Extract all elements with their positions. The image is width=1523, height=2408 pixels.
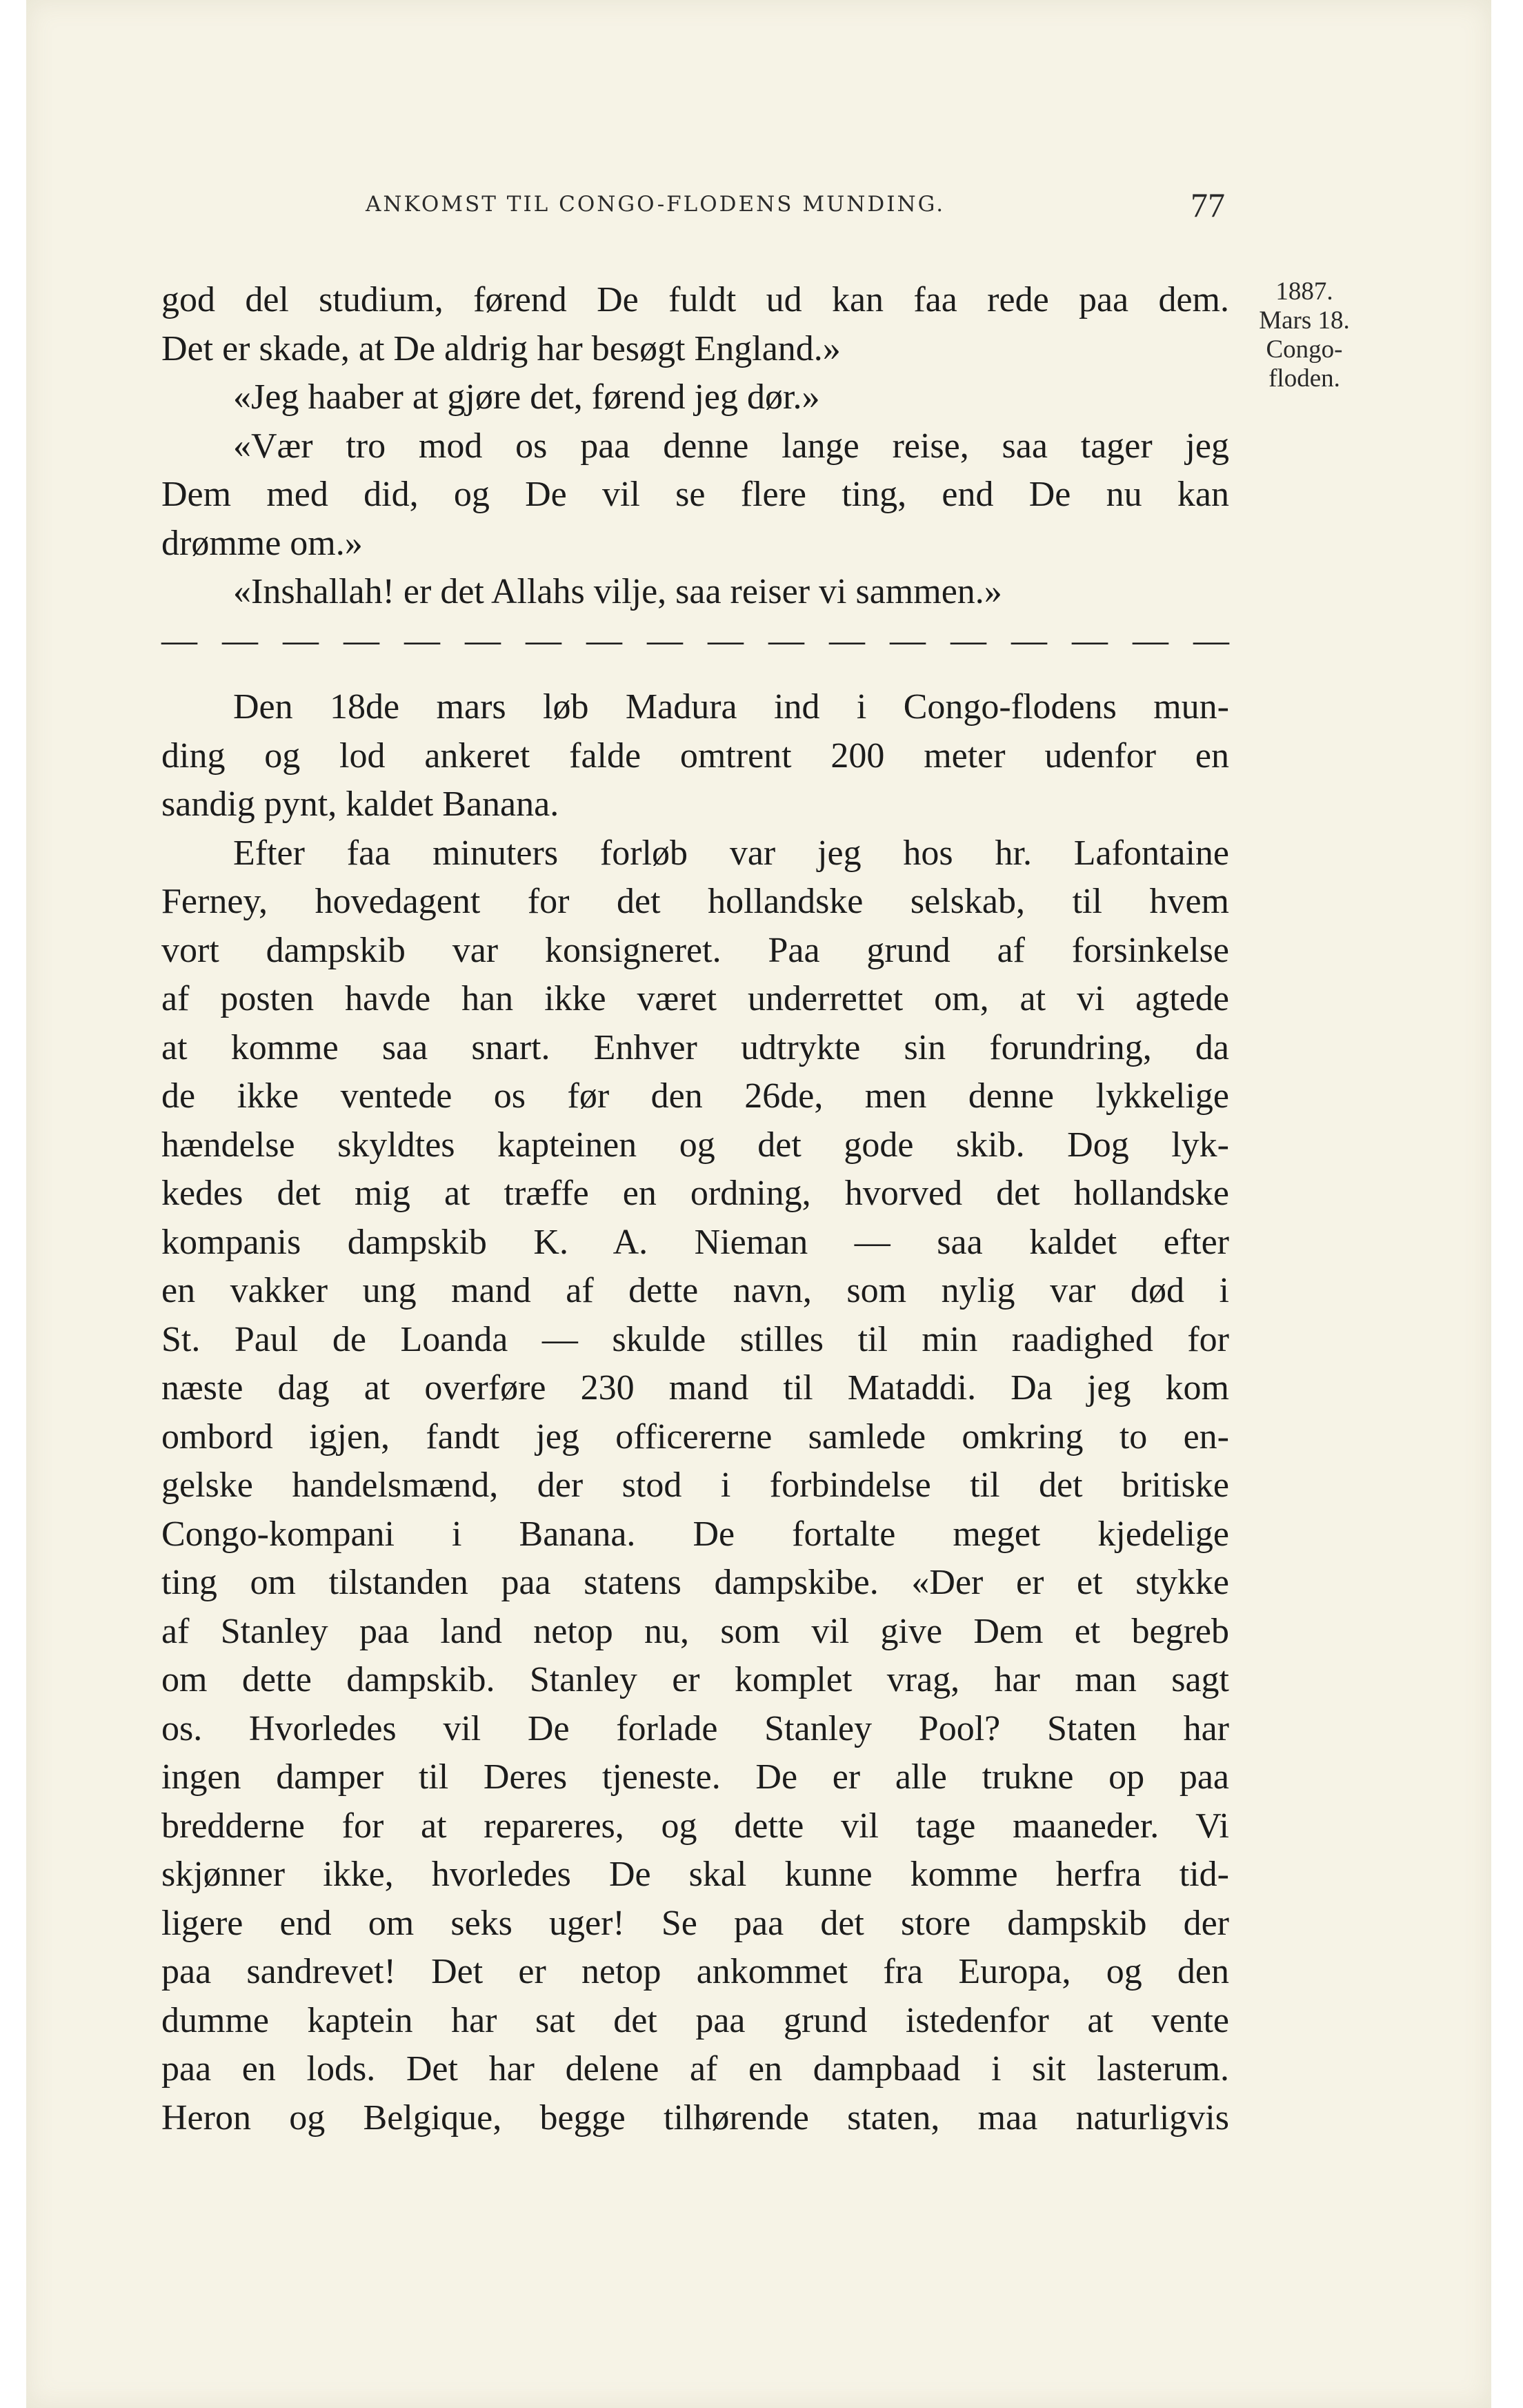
text-line: drømme om.» — [161, 523, 363, 563]
book-page — [26, 0, 1491, 2408]
scan-margin — [1491, 0, 1523, 2408]
text-line: bredderne for at repareres, og dette vil tage maaneder. Vi — [161, 1806, 1229, 1846]
text-line: skjønner ikke, hvorledes De skal kunne komme herfra tid- — [161, 1855, 1229, 1894]
text-line: St. Paul de Loanda — skulde stilles til min raadighed for — [161, 1319, 1229, 1359]
section-divider: — — — — — — — — — — — — — — — — — — — [161, 620, 1229, 660]
text-line: ingen damper til Deres tjeneste. De er alle trukne op paa — [161, 1757, 1229, 1797]
text-line: Den 18de mars løb Madura ind i Congo-flodens mun- — [233, 687, 1229, 727]
text-line: Dem med did, og De vil se flere ting, end De nu kan — [161, 475, 1229, 514]
margin-note — [1232, 277, 1377, 393]
text-line: kompanis dampskib K. A. Nieman — saa kaldet efter — [161, 1222, 1229, 1262]
text-line: «Vær tro mod os paa denne lange reise, saa tager jeg — [233, 426, 1229, 466]
text-line: Congo-kompani i Banana. De fortalte meget kjedelige — [161, 1514, 1229, 1554]
text-line: Heron og Belgique, begge tilhørende staten, maa naturligvis — [161, 2098, 1229, 2138]
text-line: «Inshallah! er det Allahs vilje, saa reiser vi sammen.» — [233, 572, 1002, 611]
text-line: os. Hvorledes vil De forlade Stanley Pool? Staten har — [161, 1708, 1229, 1748]
text-line: dumme kaptein har sat det paa grund istedenfor at vente — [161, 2000, 1229, 2040]
text-line: Det er skade, at De aldrig har besøgt England.» — [161, 328, 841, 368]
text-line: af Stanley paa land netop nu, som vil give Dem et begreb — [161, 1611, 1229, 1651]
text-line: «Jeg haaber at gjøre det, førend jeg dør.» — [233, 377, 820, 417]
text-line: om dette dampskib. Stanley er komplet vrag, har man sagt — [161, 1660, 1229, 1699]
margin-note-place-1: Congo- — [1266, 335, 1343, 364]
text-line: Ferney, hovedagent for det hollandske selskab, til hvem — [161, 882, 1229, 921]
text-line: sandig pynt, kaldet Banana. — [161, 784, 559, 824]
text-line: god del studium, førend De fuldt ud kan faa rede paa dem. — [161, 280, 1229, 319]
text-line: en vakker ung mand af dette navn, som nylig var død i — [161, 1271, 1229, 1310]
text-line: at komme saa snart. Enhver udtrykte sin forundring, da — [161, 1027, 1229, 1067]
text-line: hændelse skyldtes kapteinen og det gode skib. Dog lyk- — [161, 1125, 1229, 1165]
text-line: næste dag at overføre 230 mand til Mataddi. Da jeg kom — [161, 1368, 1229, 1408]
section-gap — [161, 665, 1229, 683]
margin-note-year: 1887. — [1275, 277, 1333, 306]
text-line: de ikke ventede os før den 26de, men denne lykkelige — [161, 1076, 1229, 1116]
text-line: ligere end om seks uger! Se paa det store dampskib der — [161, 1903, 1229, 1943]
text-line: Efter faa minuters forløb var jeg hos hr. Lafontaine — [233, 833, 1229, 873]
page-number: 77 — [1191, 186, 1225, 224]
running-head: ANKOMST TIL CONGO-FLODENS MUNDING. — [366, 192, 946, 217]
text-line: ombord igjen, fandt jeg officererne samlede omkring to en- — [161, 1417, 1229, 1457]
text-line: gelske handelsmænd, der stod i forbindelse til det britiske — [161, 1465, 1229, 1505]
text-line: paa sandrevet! Det er netop ankommet fra Europa, og den — [161, 1952, 1229, 1991]
margin-note-place-2: floden. — [1268, 364, 1340, 393]
margin-note-date: Mars 18. — [1259, 306, 1350, 335]
text-line: ding og lod ankeret falde omtrent 200 meter udenfor en — [161, 736, 1229, 776]
text-line: vort dampskib var konsigneret. Paa grund af forsinkelse — [161, 930, 1229, 970]
text-line: kedes det mig at træffe en ordning, hvorved det hollandske — [161, 1174, 1229, 1213]
text-line: paa en lods. Det har delene af en dampbaad i sit lasterum. — [161, 2049, 1229, 2089]
text-line: ting om tilstanden paa statens dampskibe. «Der er et stykke — [161, 1563, 1229, 1602]
body-text — [161, 276, 1229, 2142]
text-line: af posten havde han ikke været underrettet om, at vi agtede — [161, 979, 1229, 1018]
